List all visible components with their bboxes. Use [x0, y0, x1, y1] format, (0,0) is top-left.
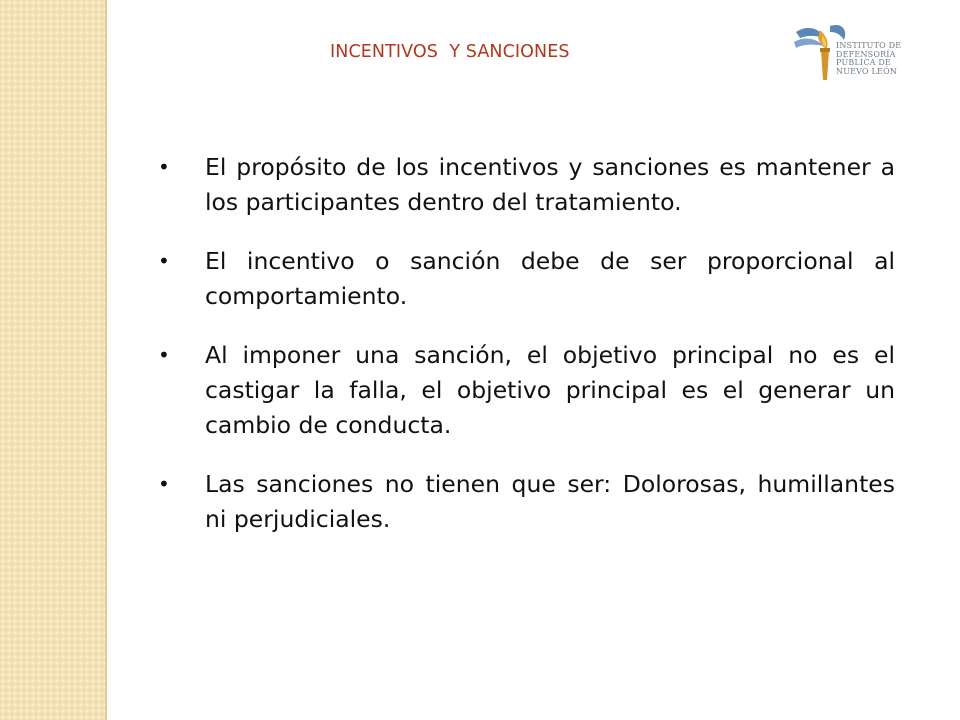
- bullet-icon: •: [158, 155, 170, 179]
- institute-logo: [790, 18, 910, 88]
- bullet-text: El propósito de los incentivos y sanciones es mantener a los participantes dentro del tratamiento.: [205, 153, 895, 216]
- logo-line: NUEVO LEÓN: [836, 66, 898, 76]
- logo-line: PÚBLICA DE: [836, 58, 892, 67]
- bullet-item: [150, 338, 895, 443]
- logo-text: [836, 42, 901, 76]
- slide-title: INCENTIVOS Y SANCIONES: [330, 42, 570, 62]
- logo-line: INSTITUTO DE: [836, 41, 902, 50]
- bullet-item: [150, 467, 895, 537]
- decorative-side-strip: [0, 0, 105, 720]
- bullet-item: [150, 244, 895, 314]
- bullet-icon: •: [158, 343, 170, 367]
- bullet-text: Las sanciones no tienen que ser: Dolorosas, humillantes ni perjudiciales.: [205, 470, 895, 533]
- decorative-side-line: [105, 0, 107, 720]
- bullet-icon: •: [158, 472, 170, 496]
- bullet-text: Al imponer una sanción, el objetivo principal no es el castigar la falla, el objetivo principal es el generar un cambio de conducta.: [205, 341, 895, 439]
- bullet-icon: •: [158, 249, 170, 273]
- logo-line: DEFENSORÍA: [836, 49, 896, 59]
- bullet-list: [150, 150, 895, 561]
- bullet-text: El incentivo o sanción debe de ser proporcional al comportamiento.: [205, 247, 895, 310]
- bullet-item: [150, 150, 895, 220]
